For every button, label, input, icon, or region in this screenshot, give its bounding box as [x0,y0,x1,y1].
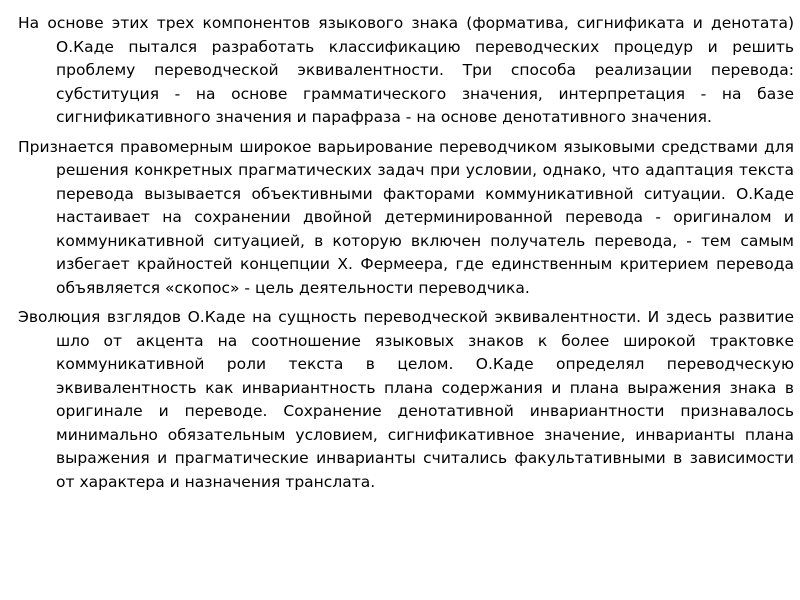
paragraph-procedures: На основе этих трех компонентов языкового знака (форматива, сигнификата и денотата) О.Каде пытался разработать классификацию переводческих процедур и решить проблему переводческой эквивалентности. Три способа реализации перевода: субституция - на основе грамматического значения, интерпретация - на базе сигнификативного значения и парафраза - на основе денотативного значения. [18,14,794,126]
paragraph-evolution: Эволюция взглядов О.Каде на сущность переводческой эквивалентности. И здесь развитие шло от акцента на соотношение языковых знаков к более широкой трактовке коммуникативной роли текста в целом. О.Каде определял переводческую эквивалентность как инвариантность плана содержания и плана выражения знака в оригинале и переводе. Сохранение денотативной инвариантности признавалось минимально обязательным условием, сигнификативное значение, инварианты плана выражения и прагматические инварианты считались факультативными в зависимости от характера и назначения транслата. [18,308,794,491]
document-body [18,12,794,500]
paragraph-adaptation: Признается правомерным широкое варьирование переводчиком языковыми средствами для решения конкретных прагматических задач при условии, однако, что адаптация текста перевода вызывается объективными факторами коммуникативной ситуации. О.Каде настаивает на сохранении двойной детерминированной перевода - оригиналом и коммуникативной ситуацией, в которую включен получатель перевода, - тем самым избегает крайностей концепции Х. Фермеера, где единственным критерием перевода объявляется «скопос» - цель деятельности переводчика. [18,137,794,297]
